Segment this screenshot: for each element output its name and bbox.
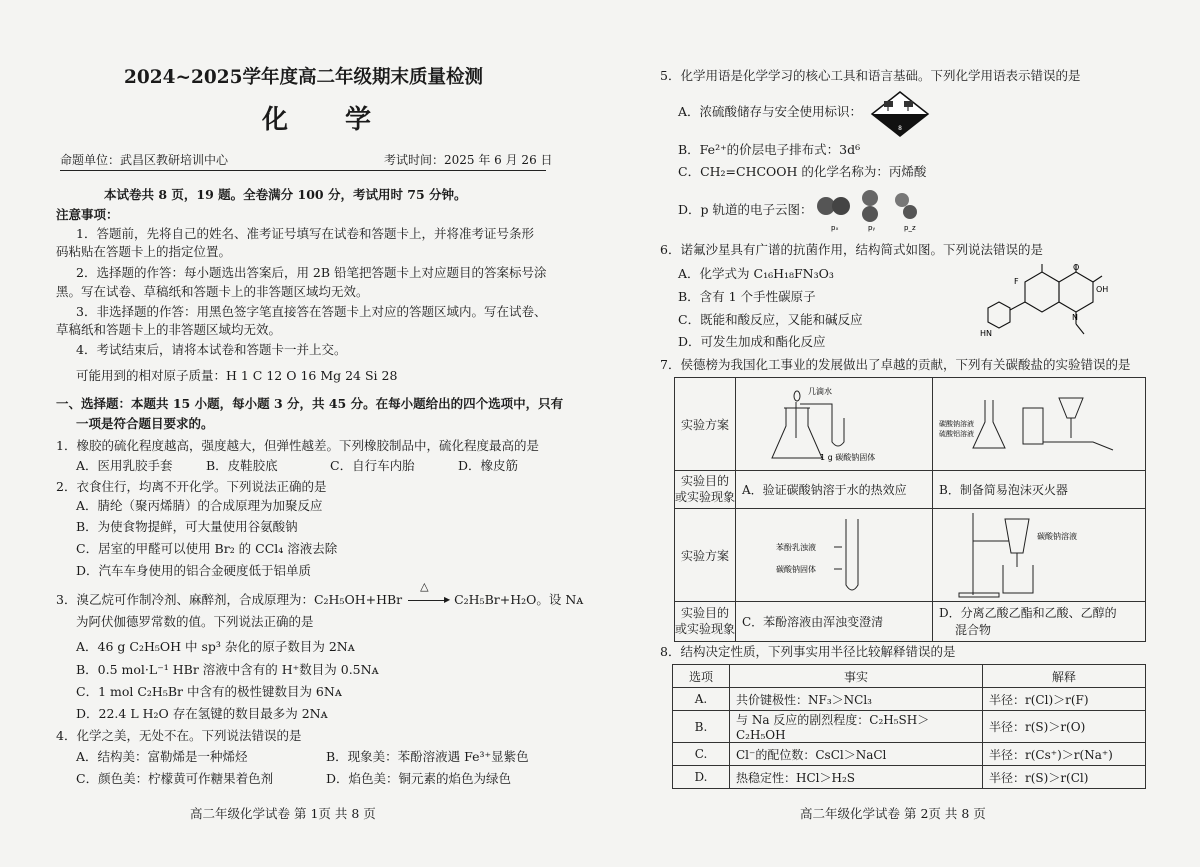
q8-row-d: D. 热稳定性：HCl＞H₂S 半径：r(S)＞r(Cl) bbox=[673, 766, 1146, 789]
notice-3a: 3．非选择题的作答：用黑色签字笔直接答在答题卡上对应的答题区域内。写在试卷、 bbox=[76, 304, 547, 319]
svg-text:硫酸铝溶液: 硫酸铝溶液 bbox=[939, 430, 974, 438]
q4-option-b: B．现象美：苯酚溶液遇 Fe³⁺显紫色 bbox=[326, 749, 529, 764]
struct-label-f: F bbox=[1014, 277, 1019, 286]
p-orbital-diagram bbox=[812, 188, 932, 234]
q4-option-c: C．颜色美：柠檬黄可作糖果着色剂 bbox=[76, 771, 274, 786]
exam-title: 2024~2025学年度高二年级期末质量检测 bbox=[124, 67, 483, 88]
struct-label-o: O bbox=[1073, 263, 1080, 272]
q6-option-a: A．化学式为 C₁₆H₁₈FN₃O₃ bbox=[678, 266, 834, 281]
q7-figure-c bbox=[736, 509, 933, 602]
question-3-cont: 为阿伏伽德罗常数的值。下列说法正确的是 bbox=[76, 614, 314, 629]
norfloxacin-structure bbox=[980, 262, 1110, 352]
notice-1a: 1．答题前，先将自己的姓名、准考证号填写在试卷和答题卡上，并将准考证号条形 bbox=[76, 226, 534, 241]
svg-text:8: 8 bbox=[898, 125, 902, 132]
exam-unit: 命题单位：武昌区教研培训中心 bbox=[60, 153, 229, 167]
q5-option-d: D．p 轨道的电子云图： bbox=[678, 202, 813, 217]
q7-experiment-table bbox=[674, 377, 1146, 642]
page-2 bbox=[600, 0, 1200, 867]
section-1a: 一、选择题：本题共 15 小题，每小题 3 分，共 45 分。在每小题给出的四个选项中，只有 bbox=[56, 396, 564, 411]
notice-3b: 草稿纸和答题卡上的非答题区域均无效。 bbox=[56, 322, 282, 337]
question-3 bbox=[56, 580, 584, 608]
q8-table bbox=[672, 664, 1146, 789]
heat-arrow bbox=[406, 580, 451, 608]
q7-figure-d bbox=[933, 509, 1146, 602]
notice-2a: 2．选择题的作答：每小题选出答案后，用 2B 铅笔把答题卡上对应题目的答案标号涂 bbox=[76, 265, 547, 280]
q1-option-c: C．自行车内胎 bbox=[330, 458, 415, 473]
section-1b: 一项是符合题目要求的。 bbox=[76, 416, 214, 431]
q3-text-b: C₂H₅Br+H₂O。设 Nᴀ bbox=[450, 592, 584, 607]
q7-goal-row-2 bbox=[675, 602, 1146, 642]
q7-goal-row-1 bbox=[675, 471, 1146, 509]
q8-header-explanation: 解释 bbox=[983, 665, 1146, 688]
q5-option-c: C．CH₂=CHCOOH 的化学名称为：丙烯酸 bbox=[678, 164, 927, 179]
heat-symbol: △ bbox=[420, 580, 429, 593]
notice-4: 4．考试结束后，请将本试卷和答题卡一并上交。 bbox=[76, 342, 347, 357]
struct-label-n: N bbox=[1072, 313, 1078, 322]
q6-option-c: C．既能和酸反应，又能和碱反应 bbox=[678, 312, 863, 327]
corrosive-hazard-icon bbox=[870, 90, 930, 138]
orbital-label-pz: p_z bbox=[904, 224, 916, 232]
struct-label-hn: HN bbox=[980, 329, 992, 338]
svg-text:苯酚乳浊液: 苯酚乳浊液 bbox=[776, 543, 816, 552]
q7-option-b: B．制备简易泡沫灭火器 bbox=[933, 471, 1146, 509]
question-2: 2．衣食住行，均离不开化学。下列说法正确的是 bbox=[56, 479, 327, 494]
q6-option-b: B．含有 1 个手性碳原子 bbox=[678, 289, 816, 304]
q8-row-a: A. 共价键极性：NF₃＞NCl₃ 半径：r(Cl)＞r(F) bbox=[673, 688, 1146, 711]
notice-2b: 黑。写在试卷、草稿纸和答题卡上的非答题区域均无效。 bbox=[56, 284, 369, 299]
question-8: 8．结构决定性质，下列事实用半径比较解释错误的是 bbox=[660, 644, 956, 659]
page-2-footer: 高二年级化学试卷 第 2页 共 8 页 bbox=[800, 806, 986, 821]
question-1: 1．橡胶的硫化程度越高，强度越大，但弹性越差。下列橡胶制品中，硫化程度最高的是 bbox=[56, 438, 539, 453]
q7-option-d: D．分离乙酸乙酯和乙酸、乙醇的 混合物 bbox=[933, 602, 1146, 642]
q8-header-fact: 事实 bbox=[730, 665, 983, 688]
notice-1b: 码粘贴在答题卡上的指定位置。 bbox=[56, 244, 232, 259]
q7-plan-label-2: 实验方案 bbox=[675, 509, 736, 602]
struct-label-oh: OH bbox=[1096, 285, 1109, 294]
header-rule bbox=[60, 170, 546, 171]
q7-goal-label-2: 实验目的 或实验现象 bbox=[675, 602, 736, 642]
q4-option-a: A．结构美：富勒烯是一种烯烃 bbox=[76, 749, 248, 764]
q6-option-d: D．可发生加成和酯化反应 bbox=[678, 334, 826, 349]
q7-option-c: C．苯酚溶液由浑浊变澄清 bbox=[736, 602, 933, 642]
question-7: 7．侯德榜为我国化工事业的发展做出了卓越的贡献，下列有关碳酸盐的实验错误的是 bbox=[660, 357, 1131, 372]
q2-option-d: D．汽车车身使用的铝合金硬度低于铝单质 bbox=[76, 563, 312, 578]
q1-option-a: A．医用乳胶手套 bbox=[76, 458, 173, 473]
q1-option-d: D．橡皮筋 bbox=[458, 458, 519, 473]
orbital-label-px: pₓ bbox=[831, 224, 839, 232]
q1-option-b: B．皮鞋胶底 bbox=[206, 458, 278, 473]
q3-option-d: D．22.4 L H₂O 存在氢键的数目最多为 2Nᴀ bbox=[76, 706, 328, 721]
q2-option-b: B．为使食物提鲜，可大量使用谷氨酸钠 bbox=[76, 519, 298, 534]
q3-option-a: A．46 g C₂H₅OH 中 sp³ 杂化的原子数目为 2Nᴀ bbox=[76, 639, 355, 654]
q7-plan-row-1 bbox=[675, 378, 1146, 471]
svg-text:碳酸钠溶液: 碳酸钠溶液 bbox=[939, 420, 974, 428]
atomic-mass: 可能用到的相对原子质量：H 1 C 12 O 16 Mg 24 Si 28 bbox=[76, 368, 398, 383]
svg-text:几滴水: 几滴水 bbox=[808, 387, 832, 396]
orbital-label-py: pᵧ bbox=[868, 224, 876, 232]
q3-option-b: B．0.5 mol·L⁻¹ HBr 溶液中含有的 H⁺数目为 0.5Nᴀ bbox=[76, 662, 379, 677]
q8-header-row bbox=[673, 665, 1146, 688]
q8-row-c: C. Cl⁻的配位数：CsCl＞NaCl 半径：r(Cs⁺)＞r(Na⁺) bbox=[673, 743, 1146, 766]
notice-title: 注意事项： bbox=[56, 207, 119, 222]
q8-header-option: 选项 bbox=[673, 665, 730, 688]
svg-text:碳酸钠固体: 碳酸钠固体 bbox=[776, 565, 816, 574]
q3-option-c: C．1 mol C₂H₅Br 中含有的极性键数目为 6Nᴀ bbox=[76, 684, 342, 699]
q5-option-a: A．浓硫酸储存与安全使用标识： bbox=[678, 104, 863, 119]
question-6: 6．诺氟沙星具有广谱的抗菌作用，结构简式如图。下列说法错误的是 bbox=[660, 242, 1043, 257]
q8-row-b: B. 与 Na 反应的剧烈程度：C₂H₅SH＞C₂H₅OH 半径：r(S)＞r(O) bbox=[673, 711, 1146, 743]
q7-figure-b bbox=[933, 378, 1146, 471]
q7-plan-row-2 bbox=[675, 509, 1146, 602]
q7-goal-label-1: 实验目的 或实验现象 bbox=[675, 471, 736, 509]
question-4: 4．化学之美，无处不在。下列说法错误的是 bbox=[56, 728, 302, 743]
exam-summary: 本试卷共 8 页，19 题。全卷满分 100 分，考试用时 75 分钟。 bbox=[104, 187, 467, 202]
q7-option-a: A．验证碳酸钠溶于水的热效应 bbox=[736, 471, 933, 509]
svg-text:1 g 碳酸钠固体: 1 g 碳酸钠固体 bbox=[820, 453, 876, 462]
svg-text:碳酸钠溶液: 碳酸钠溶液 bbox=[1037, 532, 1077, 541]
exam-time: 考试时间：2025 年 6 月 26 日 bbox=[384, 153, 553, 167]
q7-plan-label-1: 实验方案 bbox=[675, 378, 736, 471]
q7-figure-a bbox=[736, 378, 933, 471]
arrow-line: ▶ bbox=[408, 600, 448, 601]
page-1-footer: 高二年级化学试卷 第 1页 共 8 页 bbox=[190, 806, 376, 821]
subject-title: 化 学 bbox=[262, 105, 396, 135]
q2-option-a: A．腈纶（聚丙烯腈）的合成原理为加聚反应 bbox=[76, 498, 323, 513]
q5-option-b: B．Fe²⁺的价层电子排布式：3d⁶ bbox=[678, 142, 861, 157]
q3-text-a: 3．溴乙烷可作制冷剂、麻醉剂，合成原理为：C₂H₅OH+HBr bbox=[56, 592, 407, 607]
q4-option-d: D．焰色美：铜元素的焰色为绿色 bbox=[326, 771, 512, 786]
q2-option-c: C．居室的甲醛可以使用 Br₂ 的 CCl₄ 溶液去除 bbox=[76, 541, 338, 556]
question-5: 5．化学用语是化学学习的核心工具和语言基础。下列化学用语表示错误的是 bbox=[660, 68, 1081, 83]
